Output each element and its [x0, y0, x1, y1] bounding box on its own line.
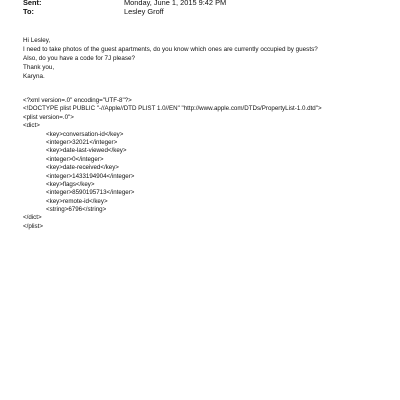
to-label: To: — [23, 7, 34, 16]
to-value: Lesley Groff — [124, 7, 164, 16]
plist-entry: <key>date-last-viewed</key> — [46, 147, 127, 155]
plist-entry: <integer>32021</integer> — [46, 138, 118, 146]
plist-close-tag: </plist> — [23, 222, 43, 230]
plist-entry: <key>conversation-id</key> — [46, 130, 124, 138]
xml-declaration: <?xml version=.0" encoding="UTF-8"?> — [23, 97, 132, 104]
plist-entry: <key>flags</key> — [46, 180, 95, 188]
dict-open-tag: <dict> — [23, 122, 40, 130]
plist-block — [23, 97, 322, 231]
message-line: I need to take photos of the guest apartments, do you know which ones are currently occupied by guests? — [23, 45, 318, 53]
dict-close-tag: </dict> — [23, 214, 42, 222]
plist-entry: <integer>0</integer> — [46, 155, 104, 163]
message-line: Hi Lesley, — [23, 37, 51, 44]
sent-value: Monday, June 1, 2015 9:42 PM — [124, 0, 227, 7]
plist-entry: <key>date-received</key> — [46, 164, 119, 172]
message-body — [23, 37, 318, 81]
plist-entry: <integer>1433194904</integer> — [46, 172, 135, 180]
plist-entry: <integer>8590195713</integer> — [46, 189, 135, 197]
sent-label: Sent: — [23, 0, 42, 7]
plist-open-tag: <plist version=.0"> — [23, 113, 74, 121]
message-line: Thank you, — [23, 63, 55, 71]
message-line: Also, do you have a code for 7J please? — [23, 54, 136, 62]
plist-entry: <key>remote-id</key> — [46, 197, 108, 205]
plist-entry: <string>6796</string> — [46, 206, 107, 214]
doctype-line: <!DOCTYPE plist PUBLIC "-//Apple//DTD PLIST 1.0//EN" "http://www.apple.com/DTDs/PropertyList-1.0.dtd"> — [23, 105, 322, 113]
message-line: Karyna. — [23, 72, 45, 80]
